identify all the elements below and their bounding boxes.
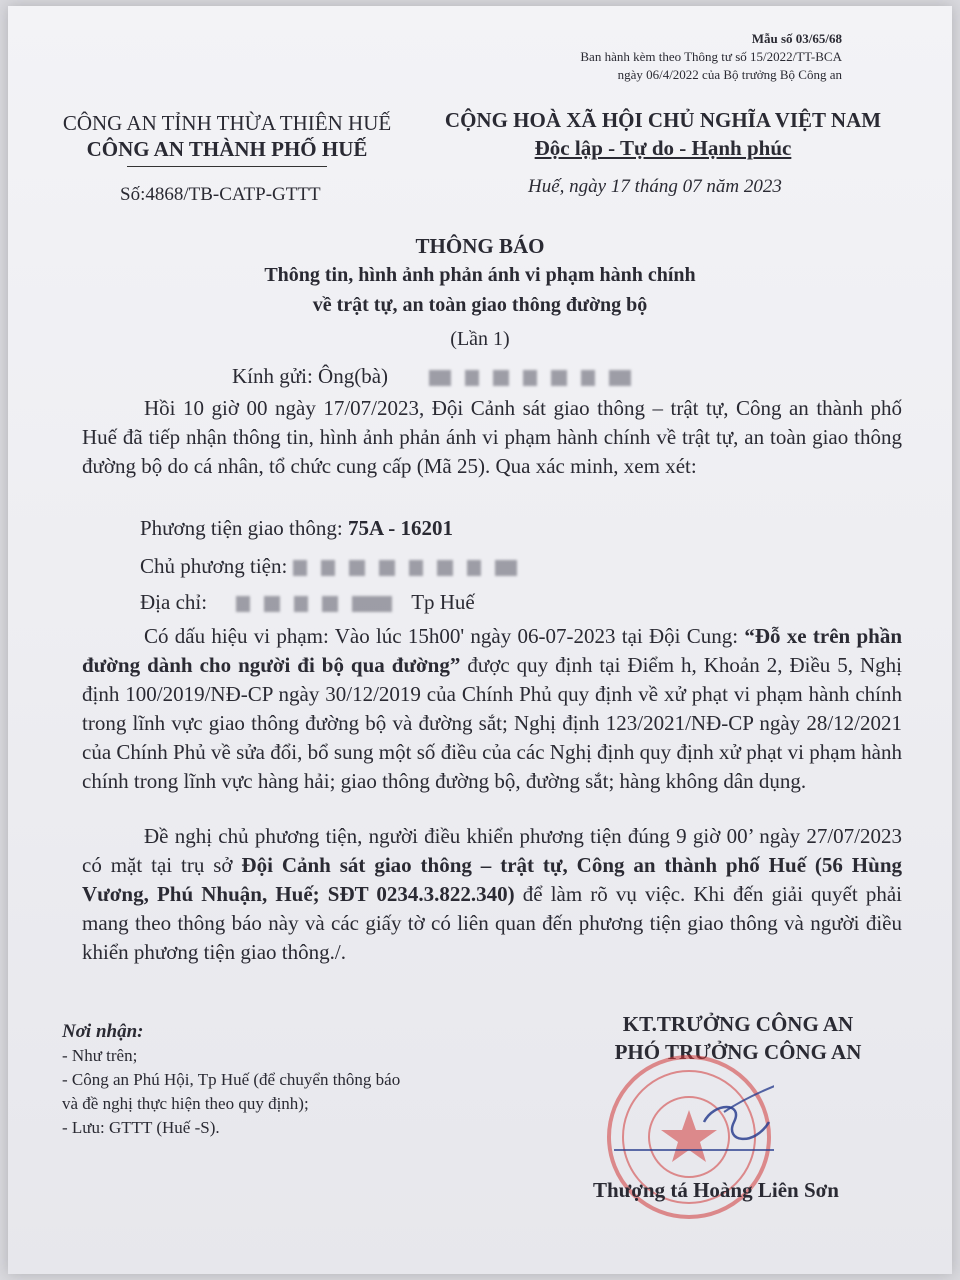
agency-name: CÔNG AN THÀNH PHỐ HUẾ bbox=[86, 137, 368, 161]
agency-underline bbox=[127, 166, 327, 167]
form-issuance-line: Ban hành kèm theo Thông tư số 15/2022/TT-BCA bbox=[580, 49, 842, 64]
document-number: Số:4868/TB-CATP-GTTT bbox=[120, 184, 321, 205]
document-date: Huế, ngày 17 tháng 07 năm 2023 bbox=[528, 176, 782, 197]
document-title: THÔNG BÁO bbox=[415, 234, 545, 258]
paragraph-intro: Hồi 10 giờ 00 ngày 17/07/2023, Đội Cảnh sát giao thông – trật tự, Công an thành phố Huế đã tiếp nhận thông tin, hình ảnh phản ánh vi phạm hành chính về trật tự, an toàn giao thông đường bộ do cá nhân, tổ chức cung cấp (Mã 25). Qua xác minh, xem xét: bbox=[82, 396, 902, 478]
document-page bbox=[8, 6, 952, 1274]
violation-legal-basis: được quy định tại Điểm h, Khoản 2, Điều 5, Nghị định 100/2019/NĐ-CP ngày 30/12/2019 của Chính Phủ quy định về xử phạt vi phạm hành chính trong lĩnh vực giao thông đường bộ và đường sắt; Nghị định 123/2021/NĐ-CP ngày 28/12/2021 của Chính Phủ về sửa đổi, bổ sung một số điều của các Nghị định quy định xử phạt vi phạm hành chính trong lĩnh vực hàng hải; giao thông đường bộ, đường sắt; hàng không dân dụng. bbox=[82, 653, 902, 793]
recipients-block bbox=[62, 1020, 400, 1140]
paragraph-violation bbox=[82, 622, 902, 796]
vehicle-plate: 75A - 16201 bbox=[347, 516, 453, 540]
addressee-line bbox=[232, 364, 645, 389]
address-line bbox=[140, 590, 475, 615]
vehicle-label: Phương tiện giao thông: bbox=[140, 516, 348, 540]
nation-motto: Độc lập - Tự do - Hạnh phúc bbox=[534, 136, 792, 160]
attempt-number: (Lần 1) bbox=[450, 328, 510, 350]
form-number: Mẫu số 03/65/68 bbox=[751, 31, 842, 46]
request-instructions: để làm rõ vụ việc. Khi đến giải quyết phải mang theo thông báo này và các giấy tờ có liên quan đến phương tiện giao thông và người điều khiển phương tiện giao thông./. bbox=[82, 882, 902, 964]
issuing-agency bbox=[52, 110, 402, 167]
recipient-item: - Lưu: GTTT (Huế -S). bbox=[62, 1118, 220, 1137]
paragraph-request bbox=[82, 822, 902, 967]
address-city: Tp Huế bbox=[411, 590, 475, 614]
redacted-addressee bbox=[429, 364, 645, 388]
signature-title-2: PHÓ TRƯỞNG CÔNG AN bbox=[614, 1040, 862, 1064]
document-subtitle-1: Thông tin, hình ảnh phản ánh vi phạm hành chính bbox=[264, 264, 696, 286]
request-location: Đội Cảnh sát giao thông – trật tự, Công an thành phố Huế (56 Hùng Vương, Phú Nhuận, Huế; SĐT 0234.3.822.340) bbox=[82, 853, 903, 906]
vehicle-line bbox=[140, 516, 453, 541]
document-subtitle-2: về trật tự, an toàn giao thông đường bộ bbox=[312, 294, 648, 316]
owner-label: Chủ phương tiện: bbox=[140, 554, 293, 578]
nation-name: CỘNG HOÀ XÃ HỘI CHỦ NGHĨA VIỆT NAM bbox=[444, 108, 882, 132]
recipient-item-cont: và đề nghị thực hiện theo quy định); bbox=[62, 1094, 309, 1113]
signer-name: Thượng tá Hoàng Liên Sơn bbox=[593, 1178, 839, 1202]
request-intro: Đề nghị chủ phương tiện, người điều khiển phương tiện đúng 9 giờ 00’ ngày 27/07/2023 có mặt tại trụ sở bbox=[82, 824, 902, 877]
violation-description: “Đỗ xe trên phần đường dành cho người đi bộ qua đường” bbox=[82, 624, 902, 677]
addressee-label: Kính gửi: Ông(bà) bbox=[232, 364, 389, 388]
redacted-address bbox=[236, 590, 411, 614]
form-reference bbox=[580, 30, 842, 84]
recipient-item: - Như trên; bbox=[62, 1046, 138, 1065]
redacted-owner bbox=[293, 554, 531, 578]
agency-parent: CÔNG AN TỈNH THỪA THIÊN HUẾ bbox=[62, 111, 392, 135]
violation-intro: Có dấu hiệu vi phạm: Vào lúc 15h00' ngày 06-07-2023 tại Đội Cung: bbox=[144, 624, 745, 648]
national-header bbox=[428, 106, 898, 162]
recipients-heading: Nơi nhận: bbox=[62, 1021, 144, 1042]
recipient-item: - Công an Phú Hội, Tp Huế (để chuyển thông báo bbox=[62, 1070, 401, 1089]
form-issuance-date: ngày 06/4/2022 của Bộ trưởng Bộ Công an bbox=[617, 67, 842, 82]
owner-line bbox=[140, 554, 531, 579]
signature-title-1: KT.TRƯỞNG CÔNG AN bbox=[622, 1012, 854, 1036]
address-label: Địa chỉ: bbox=[140, 590, 213, 614]
